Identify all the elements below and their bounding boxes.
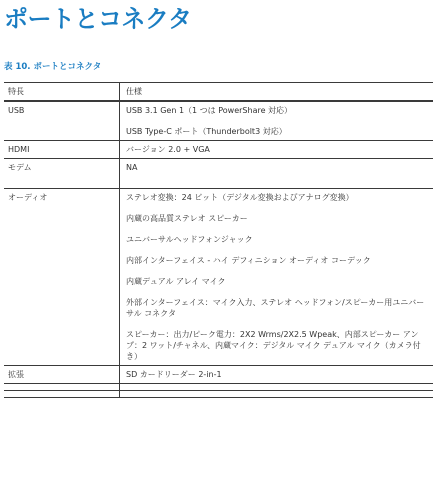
table-row-empty [4,384,433,391]
spec-cell [120,366,433,383]
table-row-empty [4,391,433,398]
table-row-usb [4,102,433,141]
spec-cell [120,141,433,158]
spec-cell [120,102,433,140]
feature-cell [4,391,120,397]
spec-cell [120,159,433,188]
spec-line: スピーカー：出力/ピーク電力：2X2 Wrms/2X2.5 Wpeak、内部スピーカー アンプ：2 ワット/チャネル、内蔵マイク：デジタル マイク デュアル マイク（カメラ付き） [126,330,421,361]
spec-line: バージョン 2.0 + VGA [126,145,210,154]
table-caption: 表 10. ポートとコネクタ [4,62,102,72]
table-row-hdmi [4,141,433,159]
table-header-row [4,82,433,102]
spec-line: ユニバーサルヘッドフォンジャック [126,235,253,244]
table-row-audio [4,189,433,366]
spec-line: USB 3.1 Gen 1（1 つは PowerShare 対応） [126,106,293,115]
spec-cell [120,391,433,397]
spec-line: 内蔵デュアル アレイ マイク [126,277,226,286]
spec-line: 外部インターフェイス：マイク入力、ステレオ ヘッドフォン/スピーカー用ユニバーサル コネクタ [126,298,425,318]
header-feature: 特長 [4,83,120,100]
spec-cell [120,189,433,365]
spec-line: SD カードリーダー 2-in-1 [126,370,222,379]
feature-cell: USB [4,102,120,140]
feature-cell: モデム [4,159,120,188]
header-spec: 仕様 [126,87,142,96]
page-title: ポートとコネクタ [4,5,192,33]
spec-line: 内蔵の高品質ステレオ スピーカー [126,214,248,223]
feature-cell: 拡張 [4,366,120,383]
feature-cell: HDMI [4,141,120,158]
spec-cell [120,384,433,390]
spec-table [4,82,433,398]
table-row-expansion [4,366,433,384]
spec-line: ステレオ変換：24 ビット（デジタル変換およびアナログ変換） [126,193,354,202]
spec-line: USB Type-C ポート（Thunderbolt3 対応） [126,127,287,136]
feature-cell [4,384,120,390]
spec-line: 内部インターフェイス - ハイ デフィニション オーディオ コーデック [126,256,371,265]
feature-cell: オーディオ [4,189,120,365]
spec-line: NA [126,163,138,172]
table-row-modem [4,159,433,189]
